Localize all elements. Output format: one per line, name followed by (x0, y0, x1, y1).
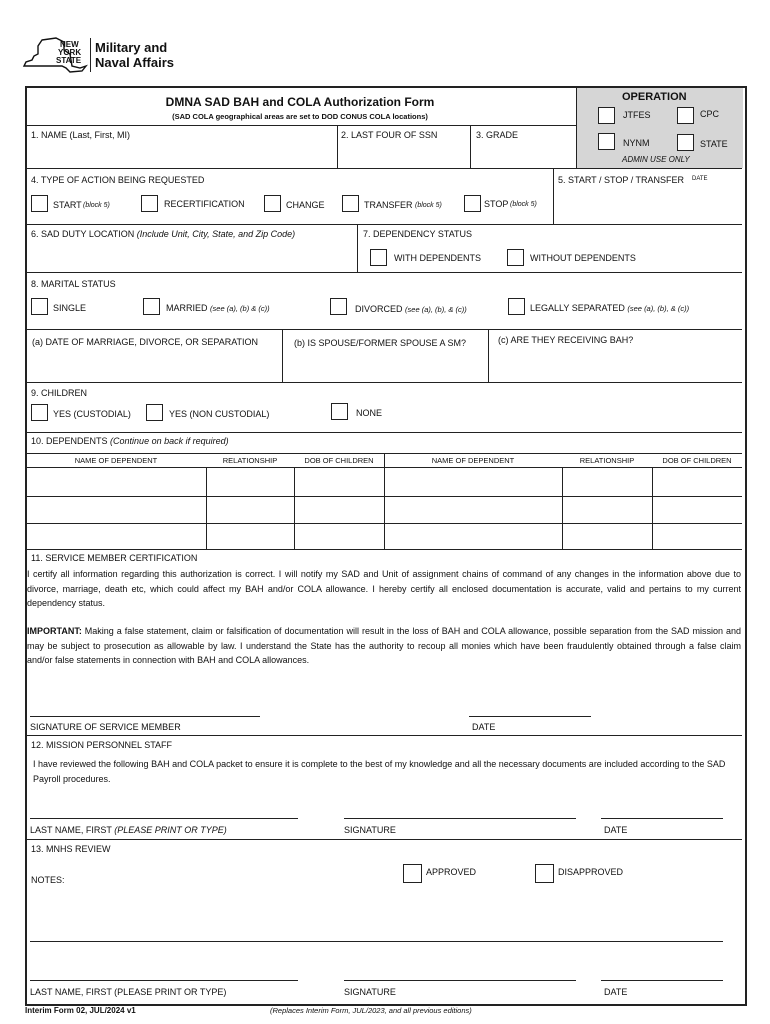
none-checkbox[interactable] (331, 403, 348, 420)
change-checkbox[interactable] (264, 195, 281, 212)
agency-line1: Military and (95, 40, 168, 55)
separated-text: LEGALLY SEPARATED (530, 303, 625, 313)
disapproved-label: DISAPPROVED (558, 867, 624, 877)
cpc-label: CPC (700, 109, 720, 119)
important-text (27, 624, 741, 668)
transfer-checkbox[interactable] (342, 195, 359, 212)
review-signature-line[interactable] (344, 980, 576, 981)
action-type-label: 4. TYPE OF ACTION BEING REQUESTED (31, 175, 205, 185)
table-col-line (562, 467, 563, 549)
agency-line2: Naval Affairs (95, 55, 174, 70)
nynm-checkbox[interactable] (598, 133, 615, 150)
recert-checkbox[interactable] (141, 195, 158, 212)
approved-label: APPROVED (426, 867, 477, 877)
dependents-table (26, 453, 742, 549)
disapproved-checkbox[interactable] (535, 864, 554, 883)
noncustodial-label: YES (NON CUSTODIAL) (169, 409, 270, 419)
mission-date-label: DATE (604, 825, 628, 835)
state-label: STATE (700, 139, 728, 149)
separated-label (530, 304, 689, 313)
change-label: CHANGE (286, 200, 325, 210)
married-note: (see (a), (b) & (c)) (210, 304, 270, 313)
mission-name-label (30, 826, 227, 835)
marital-label: 8. MARITAL STATUS (31, 279, 116, 289)
marital-sub-c: (c) ARE THEY RECEIVING BAH? (498, 335, 634, 345)
member-date-line[interactable] (469, 716, 591, 717)
member-signature-label: SIGNATURE OF SERVICE MEMBER (30, 722, 181, 732)
table-col-line (384, 453, 385, 549)
recert-label: RECERTIFICATION (164, 199, 245, 209)
nys-logo (22, 34, 182, 76)
divorced-checkbox[interactable] (330, 298, 347, 315)
custodial-checkbox[interactable] (31, 404, 48, 421)
replaces-note: (Replaces Interim Form, JUL/2023, and all previous editions) (270, 1006, 472, 1015)
state-line1: NEW (60, 40, 79, 49)
start-checkbox[interactable] (31, 195, 48, 212)
row-divider (26, 168, 742, 169)
review-name-label: LAST NAME, FIRST (PLEASE PRINT OR TYPE) (30, 987, 227, 997)
ssn-label: 2. LAST FOUR OF SSN (341, 130, 438, 140)
dependents-label (31, 437, 229, 446)
without-dependents-checkbox[interactable] (507, 249, 524, 266)
dep-header-dob-1: DOB OF CHILDREN (304, 456, 374, 465)
with-dependents-label: WITH DEPENDENTS (394, 253, 482, 263)
noncustodial-checkbox[interactable] (146, 404, 163, 421)
mission-heading: 12. MISSION PERSONNEL STAFF (31, 740, 173, 750)
stop-checkbox[interactable] (464, 195, 481, 212)
row-divider (26, 272, 742, 273)
dep-header-name-1: NAME OF DEPENDENT (74, 456, 158, 465)
transfer-note: (block 5) (415, 202, 442, 209)
mission-name-note: (PLEASE PRINT OR TYPE) (114, 825, 227, 835)
start-stop-suffix: DATE (692, 176, 708, 182)
col-divider (470, 125, 471, 168)
form-title: DMNA SAD BAH and COLA Authorization Form (165, 95, 435, 109)
duty-location-note: (Include Unit, City, State, and Zip Code) (136, 229, 296, 239)
row-divider (26, 382, 742, 383)
grade-label: 3. GRADE (476, 130, 519, 140)
review-signature-label: SIGNATURE (344, 987, 396, 997)
state-line3: STATE (56, 56, 82, 65)
approved-checkbox[interactable] (403, 864, 422, 883)
mission-date-line[interactable] (601, 818, 723, 819)
divorced-label (355, 305, 467, 314)
dep-header-rel-2: RELATIONSHIP (579, 456, 635, 465)
state-line2: YORK (58, 48, 82, 57)
jtfes-checkbox[interactable] (598, 107, 615, 124)
without-dependents-label: WITHOUT DEPENDENTS (530, 253, 636, 263)
stop-note: (block 5) (510, 201, 537, 208)
marital-sub-b: (b) IS SPOUSE/FORMER SPOUSE A SM? (294, 338, 467, 348)
mission-name-text: LAST NAME, FIRST (30, 825, 112, 835)
single-checkbox[interactable] (31, 298, 48, 315)
admin-note: ADMIN USE ONLY (622, 155, 690, 164)
review-name-line[interactable] (30, 980, 298, 981)
name-label: 1. NAME (Last, First, MI) (31, 130, 131, 140)
table-row-line (26, 549, 742, 550)
custodial-label: YES (CUSTODIAL) (53, 409, 131, 419)
certification-heading: 11. SERVICE MEMBER CERTIFICATION (31, 553, 198, 563)
row-divider (26, 432, 742, 433)
duty-location-text: 6. SAD DUTY LOCATION (31, 229, 135, 239)
dependents-text: 10. DEPENDENTS (31, 436, 108, 446)
married-checkbox[interactable] (143, 298, 160, 315)
cpc-checkbox[interactable] (677, 107, 694, 124)
logo-divider (90, 38, 91, 72)
married-text: MARRIED (166, 303, 208, 313)
important-body: Making a false statement, claim or falsification of documentation will result in the loss of BAH and COLA allowance, possible separation from the SAD mission and may be subject to prosecution as allowable by law. I understand the State has the authority to recoup all monies which have been fraudulently obtained through a false claim and/or false statements in connection with BAH and COLA allowances. (27, 626, 741, 665)
mission-name-line[interactable] (30, 818, 298, 819)
transfer-label: TRANSFER (364, 200, 413, 210)
jtfes-label: JTFES (623, 110, 651, 120)
with-dependents-checkbox[interactable] (370, 249, 387, 266)
table-col-line (206, 467, 207, 549)
married-label (166, 304, 270, 313)
dep-header-name-2: NAME OF DEPENDENT (431, 456, 515, 465)
separated-checkbox[interactable] (508, 298, 525, 315)
mission-signature-label: SIGNATURE (344, 825, 396, 835)
stop-label: STOP (484, 199, 509, 209)
form-subtitle: (SAD COLA geographical areas are set to DOD CONUS COLA locations) (172, 112, 428, 121)
row-divider (26, 125, 576, 126)
row-divider (26, 329, 742, 330)
dep-header-rel-1: RELATIONSHIP (222, 456, 278, 465)
col-divider (553, 168, 554, 224)
review-date-label: DATE (604, 987, 628, 997)
row-divider (26, 224, 742, 225)
start-stop-label: 5. START / STOP / TRANSFER (558, 175, 685, 185)
state-checkbox[interactable] (677, 134, 694, 151)
duty-location-label (31, 230, 295, 239)
table-col-line (652, 467, 653, 549)
notes-line[interactable] (30, 941, 723, 942)
notes-label: NOTES: (31, 875, 65, 885)
col-divider (337, 125, 338, 168)
nynm-label: NYNM (623, 138, 650, 148)
none-label: NONE (356, 408, 383, 418)
row-divider (26, 735, 742, 736)
member-signature-line[interactable] (30, 716, 260, 717)
divorced-text: DIVORCED (355, 304, 403, 314)
marital-sub-a: (a) DATE OF MARRIAGE, DIVORCE, OR SEPARATION (32, 337, 259, 347)
start-note: (block 5) (83, 202, 110, 209)
review-heading: 13. MNHS REVIEW (31, 844, 111, 854)
operation-title: OPERATION (622, 91, 687, 103)
certification-text: I certify all information regarding this authorization is correct. I will notify my SAD and Unit of assignment chains of command of any changes in the information above due to divorce, marriage, death etc, which could affect my BAH and/or COLA allowance. I hereby certify all enclosed documentation is accurate, valid and pertains to my current dependency status. (27, 569, 741, 608)
important-label: IMPORTANT: (27, 626, 82, 636)
separated-note: (see (a), (b), & (c)) (627, 304, 690, 313)
col-divider (357, 224, 358, 272)
member-date-label: DATE (472, 722, 496, 732)
col-divider (488, 329, 489, 382)
dep-header-dob-2: DOB OF CHILDREN (662, 456, 732, 465)
form-id: Interim Form 02, JUL/2024 v1 (25, 1006, 136, 1015)
col-divider (282, 329, 283, 382)
dependency-label: 7. DEPENDENCY STATUS (363, 229, 473, 239)
table-col-line (294, 467, 295, 549)
divorced-note: (see (a), (b), & (c)) (405, 305, 467, 314)
mission-signature-line[interactable] (344, 818, 576, 819)
mission-text: I have reviewed the following BAH and COLA packet to ensure it is complete to the best of my knowledge and all the necessary documents are included according to the SAD Payroll procedures. (33, 759, 726, 784)
children-label: 9. CHILDREN (31, 388, 88, 398)
dependents-note: (Continue on back if required) (110, 436, 229, 446)
row-divider (26, 839, 742, 840)
start-label: START (53, 200, 82, 210)
review-date-line[interactable] (601, 980, 723, 981)
single-label: SINGLE (53, 303, 87, 313)
